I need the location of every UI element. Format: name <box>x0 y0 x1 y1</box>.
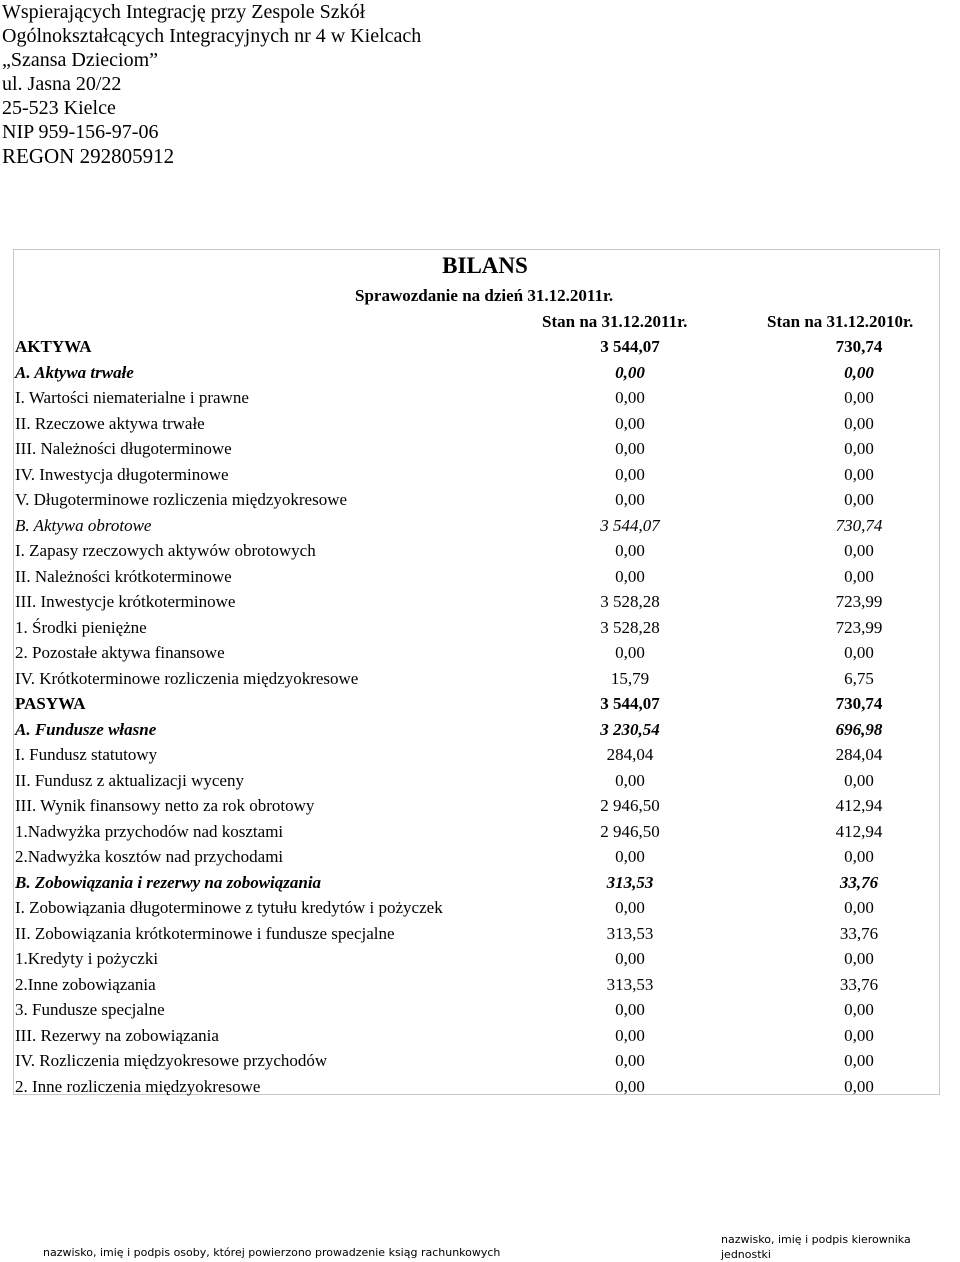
table-row <box>15 895 935 921</box>
table-row <box>15 334 935 360</box>
row-value-2010: 284,04 <box>835 745 883 764</box>
row-value-2011: 0,00 <box>615 413 645 433</box>
table-row <box>15 997 935 1023</box>
row-value-2010: 0,00 <box>844 464 874 484</box>
row-label: III. Wynik finansowy netto za rok obrotowy <box>15 796 315 815</box>
row-label: IV. Krótkoterminowe rozliczenia międzyokresowe <box>15 668 359 688</box>
row-value-2010: 730,74 <box>835 694 883 713</box>
table-row <box>15 819 935 845</box>
row-value-2010: 730,74 <box>835 337 883 356</box>
row-label: II. Należności krótkoterminowe <box>15 566 232 586</box>
signature-accountant-label: nazwisko, imię i podpis osoby, której powierzono prowadzenie ksiąg rachunkowych <box>43 1246 501 1259</box>
row-value-2011: 15,79 <box>610 668 650 688</box>
table-row <box>15 513 935 539</box>
row-label: 2. Pozostałe aktywa finansowe <box>15 643 225 662</box>
row-label: 1.Kredyty i pożyczki <box>15 949 159 968</box>
table-row <box>15 1074 935 1100</box>
balance-sheet-rows <box>15 334 935 1099</box>
row-label: 1. Środki pieniężne <box>15 617 147 637</box>
row-value-2011: 0,00 <box>615 490 645 509</box>
row-value-2011: 3 544,07 <box>600 694 660 713</box>
row-label: IV. Rozliczenia międzyokresowe przychodów <box>15 1051 328 1070</box>
row-label: 3. Fundusze specjalne <box>15 1000 165 1019</box>
row-value-2011: 3 544,07 <box>600 515 660 535</box>
row-label: III. Inwestycje krótkoterminowe <box>15 592 236 611</box>
row-value-2010: 723,99 <box>835 592 883 611</box>
row-label: III. Należności długoterminowe <box>15 439 232 458</box>
table-row <box>15 844 935 870</box>
row-label: II. Zobowiązania krótkoterminowe i fundusze specjalne <box>15 923 395 943</box>
row-value-2010: 0,00 <box>844 388 874 407</box>
row-label: I. Wartości niematerialne i prawne <box>15 388 249 407</box>
row-value-2011: 0,00 <box>615 643 645 662</box>
row-value-2010: 0,00 <box>844 541 874 560</box>
row-value-2010: 0,00 <box>844 770 874 790</box>
table-row <box>15 436 935 462</box>
row-value-2011: 3 528,28 <box>600 592 660 611</box>
row-value-2011: 0,00 <box>615 1025 645 1045</box>
row-value-2010: 0,00 <box>844 362 874 382</box>
row-label: B. Zobowiązania i rezerwy na zobowiązania <box>15 872 322 892</box>
row-value-2011: 0,00 <box>615 949 645 968</box>
organization-header <box>2 0 421 168</box>
row-label: 2. Inne rozliczenia międzyokresowe <box>15 1076 261 1096</box>
table-row <box>15 615 935 641</box>
table-row <box>15 1048 935 1074</box>
row-label: V. Długoterminowe rozliczenia międzyokresowe <box>15 490 348 509</box>
row-value-2011: 2 946,50 <box>600 821 660 841</box>
row-value-2010: 0,00 <box>844 898 874 917</box>
row-label: II. Fundusz z aktualizacji wyceny <box>15 770 244 790</box>
row-label: III. Rezerwy na zobowiązania <box>15 1025 219 1045</box>
row-value-2010: 33,76 <box>839 923 879 943</box>
row-label: 1.Nadwyżka przychodów nad kosztami <box>15 821 284 841</box>
row-label: PASYWA <box>15 694 86 713</box>
row-value-2011: 0,00 <box>615 770 645 790</box>
row-value-2010: 723,99 <box>835 617 883 637</box>
row-value-2010: 0,00 <box>844 949 874 968</box>
row-label: I. Zapasy rzeczowych aktywów obrotowych <box>15 541 316 560</box>
row-value-2010: 0,00 <box>844 1076 874 1096</box>
table-row <box>15 946 935 972</box>
row-value-2011: 0,00 <box>615 898 645 917</box>
row-label: 2.Nadwyżka kosztów nad przychodami <box>15 847 284 866</box>
org-line-1: Wspierających Integrację przy Zespole Szkół <box>2 1 366 23</box>
row-value-2010: 730,74 <box>835 515 883 535</box>
row-value-2011: 0,00 <box>615 541 645 560</box>
row-value-2011: 0,00 <box>615 847 645 866</box>
table-row <box>15 742 935 768</box>
row-label: AKTYWA <box>15 337 92 356</box>
row-value-2010: 696,98 <box>835 719 883 739</box>
signature-manager-label <box>721 1232 911 1262</box>
row-label: IV. Inwestycja długoterminowe <box>15 464 229 484</box>
row-value-2010: 0,00 <box>844 1025 874 1045</box>
row-value-2010: 412,94 <box>835 796 883 815</box>
table-row <box>15 411 935 437</box>
org-nip: NIP 959-156-97-06 <box>2 121 159 143</box>
row-value-2010: 0,00 <box>844 1051 874 1070</box>
row-value-2010: 0,00 <box>844 490 874 509</box>
row-label: A. Fundusze własne <box>15 719 157 739</box>
org-line-2: Ogólnokształcących Integracyjnych nr 4 w Kielcach <box>2 25 422 47</box>
org-address-street: ul. Jasna 20/22 <box>2 73 122 95</box>
column-header-2011: Stan na 31.12.2011r. <box>542 312 688 331</box>
row-value-2010: 0,00 <box>844 413 874 433</box>
row-value-2011: 313,53 <box>606 872 654 892</box>
org-line-3: „Szansa Dzieciom” <box>2 49 159 71</box>
row-value-2010: 0,00 <box>844 439 874 458</box>
table-row <box>15 360 935 386</box>
row-value-2011: 0,00 <box>615 362 645 382</box>
row-value-2010: 6,75 <box>844 668 874 688</box>
row-value-2011: 3 230,54 <box>600 719 660 739</box>
row-value-2011: 0,00 <box>615 1051 645 1070</box>
row-value-2011: 3 544,07 <box>600 337 660 356</box>
row-value-2011: 0,00 <box>615 1076 645 1096</box>
org-address-city: 25-523 Kielce <box>2 97 116 119</box>
table-row <box>15 691 935 717</box>
row-label: I. Fundusz statutowy <box>15 745 158 764</box>
row-value-2011: 3 528,28 <box>600 617 660 637</box>
row-value-2011: 313,53 <box>606 974 654 994</box>
row-value-2010: 0,00 <box>844 643 874 662</box>
table-row <box>15 972 935 998</box>
report-title: BILANS <box>442 253 528 278</box>
table-row <box>15 462 935 488</box>
row-value-2011: 2 946,50 <box>600 796 660 815</box>
row-value-2010: 0,00 <box>844 1000 874 1019</box>
table-row <box>15 564 935 590</box>
table-row <box>15 1023 935 1049</box>
row-value-2011: 284,04 <box>606 745 654 764</box>
row-value-2011: 0,00 <box>615 388 645 407</box>
table-row <box>15 589 935 615</box>
row-label: B. Aktywa obrotowe <box>15 515 152 535</box>
row-label: A. Aktywa trwałe <box>15 362 134 382</box>
table-row <box>15 870 935 896</box>
row-label: I. Zobowiązania długoterminowe z tytułu kredytów i pożyczek <box>15 898 443 917</box>
table-row <box>15 487 935 513</box>
row-value-2011: 0,00 <box>615 464 645 484</box>
column-header-2010: Stan na 31.12.2010r. <box>767 312 914 331</box>
table-row <box>15 717 935 743</box>
row-value-2011: 0,00 <box>615 1000 645 1019</box>
row-value-2011: 0,00 <box>615 439 645 458</box>
row-value-2011: 0,00 <box>615 566 645 586</box>
signature-manager-line-1: nazwisko, imię i podpis kierownika <box>721 1233 911 1246</box>
table-row <box>15 640 935 666</box>
row-value-2010: 33,76 <box>839 872 879 892</box>
table-row <box>15 793 935 819</box>
row-value-2011: 313,53 <box>606 923 654 943</box>
table-row <box>15 666 935 692</box>
row-label: II. Rzeczowe aktywa trwałe <box>15 413 205 433</box>
table-row <box>15 538 935 564</box>
table-row <box>15 768 935 794</box>
row-value-2010: 0,00 <box>844 847 874 866</box>
row-label: 2.Inne zobowiązania <box>15 974 156 994</box>
table-row <box>15 385 935 411</box>
table-row <box>15 921 935 947</box>
row-value-2010: 412,94 <box>835 821 883 841</box>
row-value-2010: 33,76 <box>839 974 879 994</box>
row-value-2010: 0,00 <box>844 566 874 586</box>
org-regon: REGON 292805912 <box>2 144 175 168</box>
signature-manager-line-2: jednostki <box>721 1248 771 1261</box>
report-subtitle: Sprawozdanie na dzień 31.12.2011r. <box>355 286 614 305</box>
